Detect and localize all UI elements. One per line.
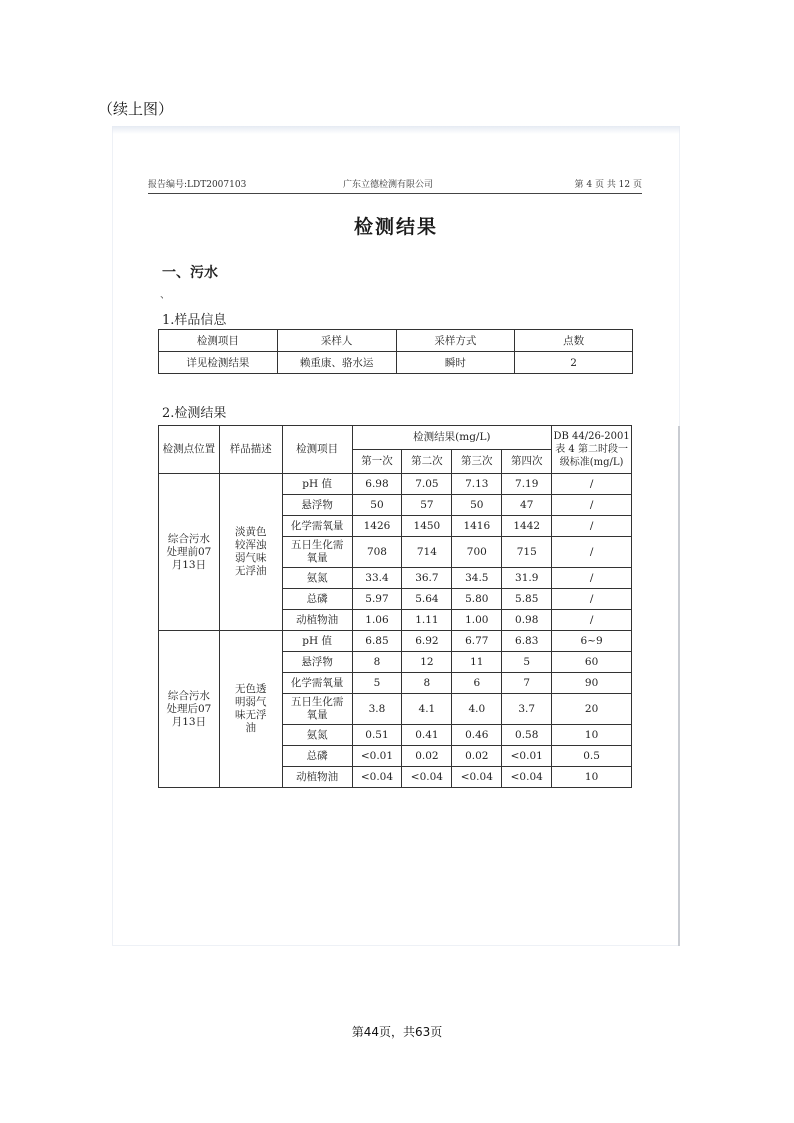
value-cell: 7.19 <box>502 474 552 495</box>
scan-right-edge <box>678 426 680 946</box>
continued-label: （续上图） <box>98 100 174 118</box>
value-cell: 0.51 <box>352 725 402 746</box>
standard-cell: / <box>552 589 632 610</box>
table-row <box>159 631 632 652</box>
value-cell: <0.04 <box>352 767 402 788</box>
description-cell: 无色透明弱气味无浮油 <box>219 631 282 788</box>
value-cell: 34.5 <box>452 568 502 589</box>
value-cell: 6.83 <box>502 631 552 652</box>
value-cell: 1.00 <box>452 610 502 631</box>
value-cell: 5 <box>352 673 402 694</box>
item-cell: 氨氮 <box>282 568 352 589</box>
sample-info-header-row <box>159 330 633 352</box>
value-cell: 3.7 <box>502 694 552 725</box>
value-cell: 6.85 <box>352 631 402 652</box>
value-cell: 1.06 <box>352 610 402 631</box>
value-cell: 714 <box>402 537 452 568</box>
value-cell: 6.98 <box>352 474 402 495</box>
header-cell: 采样方式 <box>396 330 515 352</box>
results-body <box>159 474 632 788</box>
run-header: 第一次 <box>352 450 402 474</box>
description-header: 样品描述 <box>219 426 282 474</box>
company-name: 广东立德检测有限公司 <box>343 180 434 190</box>
location-cell: 综合污水处理前07月13日 <box>159 474 220 631</box>
value-cell: <0.04 <box>452 767 502 788</box>
standard-cell: / <box>552 495 632 516</box>
value-cell: 36.7 <box>402 568 452 589</box>
description-cell: 淡黄色较浑浊弱气味无浮油 <box>219 474 282 631</box>
run-header: 第二次 <box>402 450 452 474</box>
value-cell: 50 <box>352 495 402 516</box>
value-cell: 8 <box>352 652 402 673</box>
item-cell: 化学需氧量 <box>282 673 352 694</box>
value-cell: 4.0 <box>452 694 502 725</box>
table-cell: 详见检测结果 <box>159 352 278 374</box>
standard-cell: 10 <box>552 725 632 746</box>
value-cell: 6 <box>452 673 502 694</box>
item-cell: 氨氮 <box>282 725 352 746</box>
result-header: 检测结果(mg/L) <box>352 426 552 450</box>
value-cell: 1442 <box>502 516 552 537</box>
item-header: 检测项目 <box>282 426 352 474</box>
item-cell: 动植物油 <box>282 610 352 631</box>
standard-cell: 20 <box>552 694 632 725</box>
value-cell: 8 <box>402 673 452 694</box>
value-cell: 1450 <box>402 516 452 537</box>
value-cell: 1426 <box>352 516 402 537</box>
value-cell: 5.80 <box>452 589 502 610</box>
value-cell: <0.04 <box>402 767 452 788</box>
value-cell: 0.58 <box>502 725 552 746</box>
table-row <box>159 474 632 495</box>
report-header <box>148 177 642 194</box>
standard-cell: / <box>552 516 632 537</box>
table-cell: 2 <box>515 352 633 374</box>
value-cell: 11 <box>452 652 502 673</box>
item-cell: pH 值 <box>282 474 352 495</box>
sample-info-row <box>159 352 633 374</box>
sample-info-table <box>158 329 633 374</box>
standard-cell: 0.5 <box>552 746 632 767</box>
value-cell: 5.97 <box>352 589 402 610</box>
standard-cell: / <box>552 568 632 589</box>
document-title: 检测结果 <box>353 216 438 238</box>
item-cell: 总磷 <box>282 589 352 610</box>
item-cell: 五日生化需氧量 <box>282 537 352 568</box>
standard-header: DB 44/26-2001表 4 第二时段一级标准(mg/L) <box>552 426 632 474</box>
value-cell: 1416 <box>452 516 502 537</box>
standard-cell: / <box>552 474 632 495</box>
value-cell: 715 <box>502 537 552 568</box>
stray-mark: 、 <box>160 290 170 301</box>
results-title: 2.检测结果 <box>162 406 227 421</box>
value-cell: 50 <box>452 495 502 516</box>
section-title: 一、污水 <box>162 265 218 281</box>
page-number: 第44页，共63页 <box>351 1025 443 1039</box>
table-cell: 瞬时 <box>396 352 515 374</box>
value-cell: 57 <box>402 495 452 516</box>
value-cell: 6.92 <box>402 631 452 652</box>
standard-cell: / <box>552 610 632 631</box>
value-cell: <0.04 <box>502 767 552 788</box>
scanned-report-page <box>112 126 680 946</box>
value-cell: 0.02 <box>452 746 502 767</box>
item-cell: 总磷 <box>282 746 352 767</box>
value-cell: 0.46 <box>452 725 502 746</box>
standard-cell: 60 <box>552 652 632 673</box>
value-cell: <0.01 <box>352 746 402 767</box>
table-cell: 赖重康、骆水运 <box>277 352 396 374</box>
location-header: 检测点位置 <box>159 426 220 474</box>
value-cell: 0.02 <box>402 746 452 767</box>
value-cell: 7.05 <box>402 474 452 495</box>
item-cell: 悬浮物 <box>282 495 352 516</box>
value-cell: 31.9 <box>502 568 552 589</box>
scan-top-shadow <box>112 126 680 134</box>
item-cell: pH 值 <box>282 631 352 652</box>
value-cell: 708 <box>352 537 402 568</box>
item-cell: 五日生化需氧量 <box>282 694 352 725</box>
value-cell: <0.01 <box>502 746 552 767</box>
report-page-indicator: 第 4 页 共 12 页 <box>574 180 642 190</box>
header-cell: 点数 <box>515 330 633 352</box>
standard-cell: / <box>552 537 632 568</box>
run-header: 第四次 <box>502 450 552 474</box>
item-cell: 悬浮物 <box>282 652 352 673</box>
value-cell: 5.85 <box>502 589 552 610</box>
report-number: 报告编号:LDT2007103 <box>148 180 247 190</box>
standard-cell: 6~9 <box>552 631 632 652</box>
results-header-row <box>159 426 632 450</box>
value-cell: 47 <box>502 495 552 516</box>
value-cell: 4.1 <box>402 694 452 725</box>
sample-info-title: 1.样品信息 <box>162 313 227 328</box>
standard-cell: 90 <box>552 673 632 694</box>
value-cell: 7.13 <box>452 474 502 495</box>
value-cell: 7 <box>502 673 552 694</box>
standard-cell: 10 <box>552 767 632 788</box>
item-cell: 动植物油 <box>282 767 352 788</box>
item-cell: 化学需氧量 <box>282 516 352 537</box>
value-cell: 5 <box>502 652 552 673</box>
value-cell: 12 <box>402 652 452 673</box>
location-cell: 综合污水处理后07月13日 <box>159 631 220 788</box>
results-table <box>158 425 632 788</box>
value-cell: 0.41 <box>402 725 452 746</box>
value-cell: 3.8 <box>352 694 402 725</box>
value-cell: 0.98 <box>502 610 552 631</box>
value-cell: 1.11 <box>402 610 452 631</box>
value-cell: 6.77 <box>452 631 502 652</box>
value-cell: 5.64 <box>402 589 452 610</box>
value-cell: 33.4 <box>352 568 402 589</box>
value-cell: 700 <box>452 537 502 568</box>
header-cell: 检测项目 <box>159 330 278 352</box>
run-header: 第三次 <box>452 450 502 474</box>
header-cell: 采样人 <box>277 330 396 352</box>
